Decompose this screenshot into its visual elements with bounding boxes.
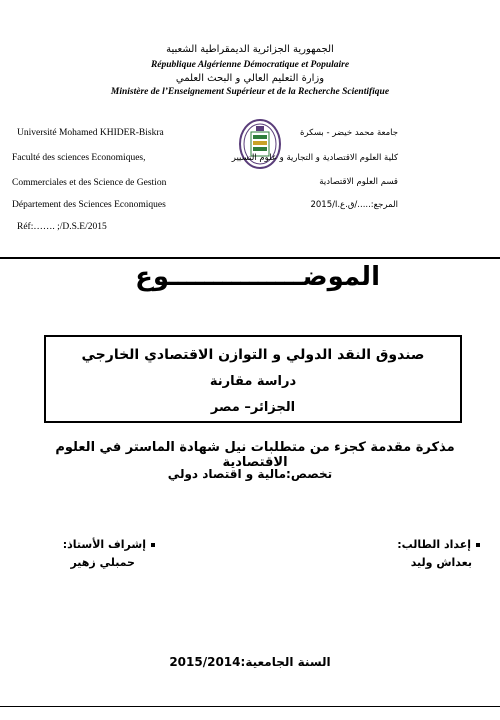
student-label-text: إعداد الطالب: [397, 538, 471, 551]
bullet-icon [476, 543, 480, 547]
university-name-ar: جامعة محمد خيضر - بسكرة [299, 128, 398, 138]
header-republic-ar: الجمهورية الجزائرية الديمقراطية الشعبية [166, 44, 334, 55]
header-divider [0, 257, 500, 259]
reference-fr: Réf:……. ;/D.S.E/2015 [17, 222, 107, 232]
header-ministry-fr: Ministère de l’Enseignement Supérieur et de la Recherche Scientifique [110, 87, 390, 97]
supervisor-label [45, 538, 155, 551]
header-republic-fr: République Algérienne Démocratique et Populaire [150, 60, 350, 70]
academic-year: السنة الجامعية:2015/2014 [169, 655, 331, 669]
thesis-title: صندوق النقد الدولي و التوازن الاقتصادي الخارجي [81, 347, 425, 363]
student-label [360, 538, 480, 551]
memo-description: مذكرة مقدمة كجزء من متطلبات نيل شهادة الماستر في العلوم الاقتصادية [55, 440, 455, 470]
department-name-fr: Département des Sciences Economiques [12, 200, 166, 210]
subject-heading: الموضـــــــــــــــوع [135, 262, 380, 292]
supervisor-label-text: إشراف الأستاذ: [62, 538, 146, 551]
supervisor-name: حمبلي زهير [70, 556, 135, 569]
student-name: بعداش وليد [410, 556, 472, 569]
faculty-name-fr-line1: Faculté des sciences Economiques, [12, 153, 146, 163]
faculty-name-ar: كلية العلوم الاقتصادية و التجارية و علوم التسيير [231, 153, 398, 163]
specialty: تخصص:مالية و اقتصاد دولي [167, 467, 333, 481]
thesis-subtitle: دراسة مقارنة [209, 374, 297, 389]
footer-divider [0, 706, 500, 707]
department-name-ar: قسم العلوم الاقتصادية [319, 177, 398, 187]
header-ministry-ar: وزارة التعليم العالي و البحث العلمي [175, 73, 325, 84]
thesis-title-box [44, 335, 462, 423]
faculty-name-fr-line2: Commerciales et des Science de Gestion [12, 178, 167, 188]
bullet-icon [151, 543, 155, 547]
university-name-fr: Université Mohamed KHIDER-Biskra [17, 128, 164, 138]
reference-ar: المرجع:...../ق.ع.ا/2015 [310, 200, 398, 210]
thesis-countries: الجزائر– مصر [210, 400, 296, 415]
